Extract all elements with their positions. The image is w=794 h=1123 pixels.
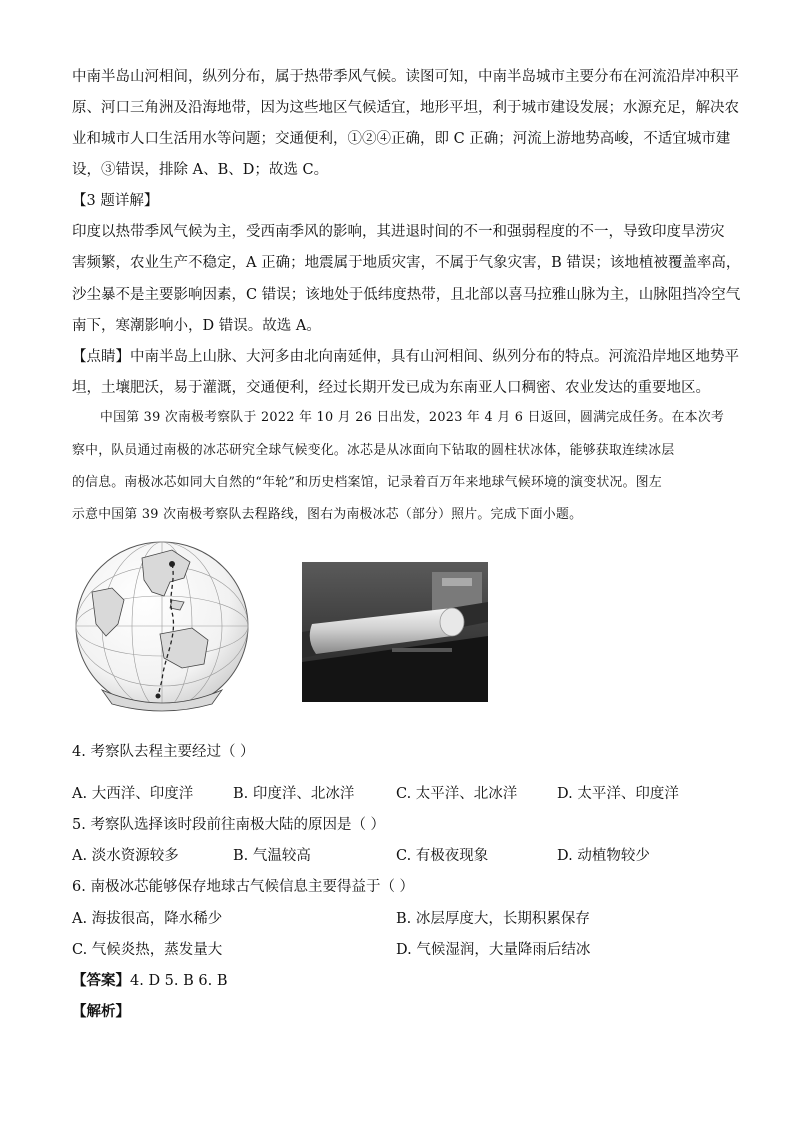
question-5-option-b[interactable]: B. 气温较高 — [233, 848, 311, 864]
question-4-option-c[interactable]: C. 太平洋、北冰洋 — [396, 786, 518, 802]
question-5-option-c[interactable]: C. 有极夜现象 — [396, 848, 489, 864]
question-5-stem: 5. 考察队选择该时段前往南极大陆的原因是（ ） — [72, 817, 386, 833]
paragraph-line: 沙尘暴不是主要影响因素，C 错误；该地处于低纬度热带，且北部以喜马拉雅山脉为主，山脉阻挡冷空气 — [72, 287, 741, 303]
question-5-option-d[interactable]: D. 动植物较少 — [557, 848, 650, 864]
question-4-option-d[interactable]: D. 太平洋、印度洋 — [557, 786, 679, 802]
question-6-stem: 6. 南极冰芯能够保存地球古气候信息主要得益于（ ） — [72, 879, 415, 895]
paragraph-line: 业和城市人口生活用水等问题；交通便利，①②④正确，即 C 正确；河流上游地势高峻，不适宜城市建 — [72, 131, 731, 147]
paragraph-line: 设，③错误，排除 A、B、D；故选 C。 — [72, 162, 329, 178]
paragraph-line: 中南半岛山河相间，纵列分布，属于热带季风气候。读图可知，中南半岛城市主要分布在河流沿岸冲积平 — [72, 69, 739, 85]
passage-line: 中国第 39 次南极考察队于 2022 年 10 月 26 日出发，2023 年 4 月 6 日返回，圆满完成任务。在本次考 — [100, 410, 725, 425]
section-heading: 【3 题详解】 — [72, 193, 159, 209]
question-6-option-a[interactable]: A. 海拔很高，降水稀少 — [72, 911, 223, 927]
answer-row — [72, 974, 228, 989]
paragraph-line: 坦，土壤肥沃，易于灌溉，交通便利，经过长期开发已成为东南亚人口稠密、农业发达的重要地区。 — [72, 380, 710, 396]
question-4-option-b[interactable]: B. 印度洋、北冰洋 — [233, 786, 355, 802]
question-6-option-c[interactable]: C. 气候炎热，蒸发量大 — [72, 942, 223, 958]
analysis-heading: 【解析】 — [72, 1003, 130, 1020]
question-6-option-d[interactable]: D. 气候湿润，大量降雨后结冰 — [396, 942, 591, 958]
paragraph-line: 害频繁，农业生产不稳定，A 正确；地震属于地质灾害，不属于气象灾害，B 错误；该地植被覆盖率高， — [72, 255, 741, 271]
passage-line: 示意中国第 39 次南极考察队去程路线，图右为南极冰芯（部分）照片。完成下面小题。 — [72, 507, 583, 522]
paragraph-line: 南下，寒潮影响小，D 错误。故选 A。 — [72, 318, 321, 334]
globe-route-map — [72, 540, 252, 712]
question-4-option-a[interactable]: A. 大西洋、印度洋 — [72, 786, 194, 802]
paragraph-line: 印度以热带季风气候为主，受西南季风的影响，其进退时间的不一和强弱程度的不一，导致印度旱涝灾 — [72, 224, 725, 240]
paragraph-line: 原、河口三角洲及沿海地带，因为这些地区气候适宜，地形平坦，利于城市建设发展；水源充足，解决农 — [72, 100, 739, 116]
answer-text: 4. D 5. B 6. B — [130, 973, 228, 989]
question-6-option-b[interactable]: B. 冰层厚度大，长期积累保存 — [396, 911, 590, 927]
answer-label: 【答案】 — [72, 972, 130, 989]
question-5-option-a[interactable]: A. 淡水资源较多 — [72, 848, 179, 864]
question-4-stem: 4. 考察队去程主要经过（ ） — [72, 744, 255, 760]
passage-line: 察中，队员通过南极的冰芯研究全球气候变化。冰芯是从冰面向下钻取的圆柱状冰体，能够获取连续冰层 — [72, 443, 675, 458]
passage-line: 的信息。南极冰芯如同大自然的“年轮”和历史档案馆，记录着百万年来地球气候环境的演变状况。图左 — [72, 475, 662, 490]
paragraph-line: 【点睛】中南半岛上山脉、大河多由北向南延伸，具有山河相间、纵列分布的特点。河流沿岸地区地势平 — [72, 349, 739, 365]
ice-core-photo — [302, 562, 488, 702]
